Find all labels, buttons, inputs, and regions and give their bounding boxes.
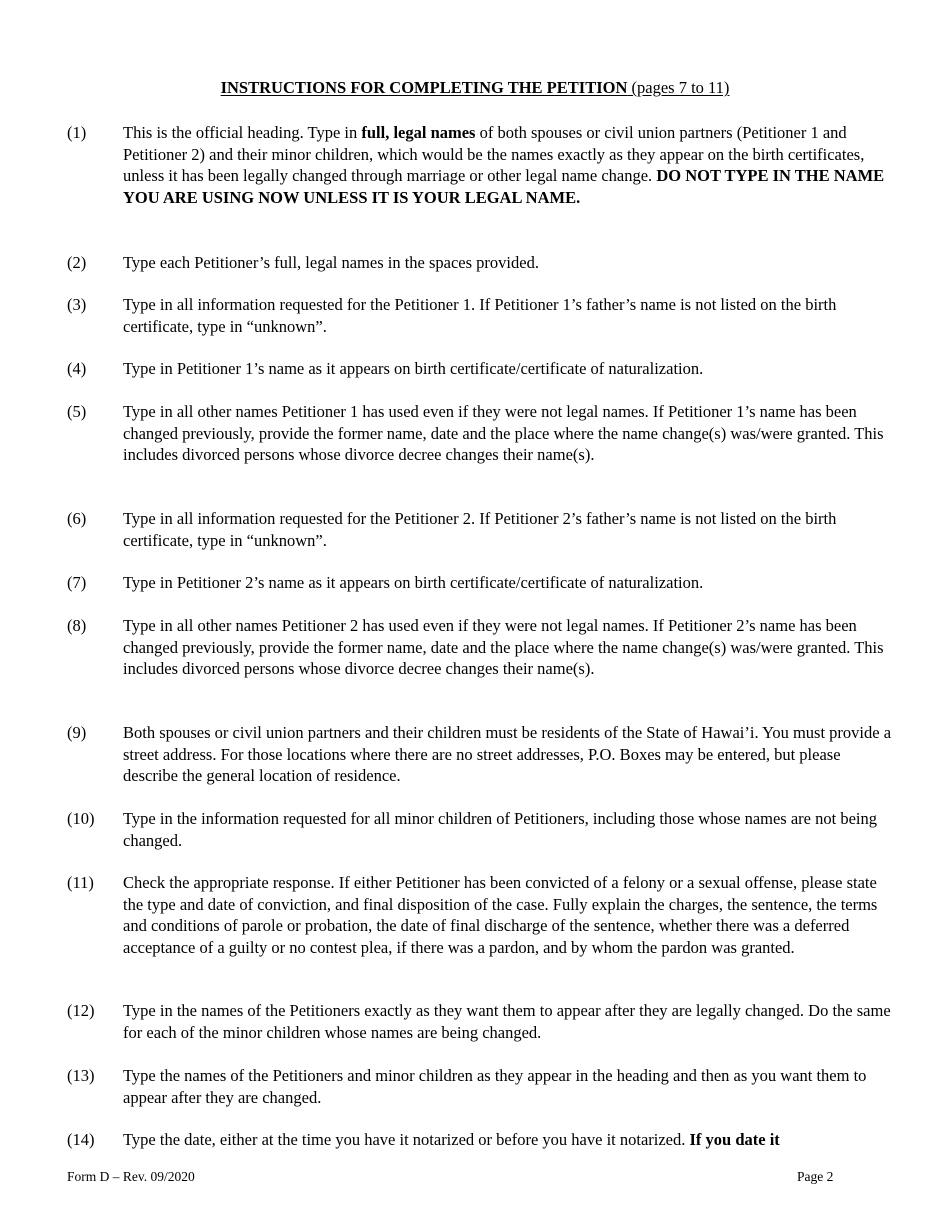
item-warning: DO NOT TYPE IN THE NAME YOU ARE USING NOW UNLESS IT IS YOUR LEGAL NAME.: [123, 166, 885, 207]
item-number: (6): [67, 509, 87, 528]
item-text: Type in all other names Petitioner 2 has used even if they were not legal names. If Petitioner 2’s name has been changed previously, provide the former name, date and the place where the name change(s) was/were granted. This includes divorced persons whose divorce decree changes their name(s).: [123, 616, 884, 678]
item-emphasis: If you date it: [689, 1130, 780, 1149]
item-number: (7): [67, 573, 87, 592]
page-title: [0, 77, 950, 99]
item-number: (10): [67, 809, 95, 828]
item-text: Type in the information requested for all minor children of Petitioners, including those whose names are not being changed.: [123, 809, 877, 850]
title-main: INSTRUCTIONS FOR COMPLETING THE PETITION: [220, 78, 628, 97]
item-text: Type each Petitioner’s full, legal names in the spaces provided.: [123, 253, 539, 272]
item-number: (2): [67, 253, 87, 272]
item-text: Type in the names of the Petitioners exactly as they want them to appear after they are legally changed. Do the same for each of the minor children whose names are being changed.: [123, 1001, 891, 1042]
item-text: Type in all other names Petitioner 1 has used even if they were not legal names. If Petitioner 1’s name has been changed previously, provide the former name, date and the place where the name change(s) was/were granted. This includes divorced persons whose divorce decree changes their name(s).: [123, 402, 884, 464]
item-number: (4): [67, 359, 87, 378]
item-number: (5): [67, 402, 87, 421]
item-text: Type in all information requested for the Petitioner 2. If Petitioner 2’s father’s name is not listed on the birth certificate, type in “unknown”.: [123, 509, 837, 550]
item-text: Type the date, either at the time you have it notarized or before you have it notarized. If you date it: [123, 1130, 780, 1149]
item-emphasis: full, legal names: [361, 123, 476, 142]
item-text: Type in Petitioner 1’s name as it appears on birth certificate/certificate of naturalization.: [123, 359, 704, 378]
item-number: (13): [67, 1066, 95, 1085]
item-number: (8): [67, 616, 87, 635]
item-text: Check the appropriate response. If either Petitioner has been convicted of a felony or a sexual offense, please state the type and date of conviction, and final disposition of the case. Fully explain the charges, the sentence, the terms and conditions of parole or probation, the date of final discharge of the sentence, whether there was a deferred acceptance of a guilty or no contest plea, if there was a pardon, and by whom the pardon was granted.: [123, 873, 878, 957]
item-number: (1): [67, 123, 87, 142]
item-number: (12): [67, 1001, 95, 1020]
item-number: (14): [67, 1130, 95, 1149]
item-text: Type in all information requested for the Petitioner 1. If Petitioner 1’s father’s name is not listed on the birth certificate, type in “unknown”.: [123, 295, 837, 336]
item-text: Type the names of the Petitioners and minor children as they appear in the heading and then as you want them to appear after they are changed.: [123, 1066, 867, 1107]
footer-form-revision: Form D – Rev. 09/2020: [67, 1169, 195, 1184]
footer-page-number: Page 2: [797, 1169, 834, 1184]
item-text: This is the official heading. Type in full, legal names of both spouses or civil union partners (Petitioner 1 and Petitioner 2) and their minor children, which would be the names exactly as they appear on the birth certificates, unless it has been legally changed through marriage or other legal name change. DO NOT TYPE IN THE NAME YOU ARE USING NOW UNLESS IT IS YOUR LEGAL NAME.: [123, 123, 885, 207]
item-number: (3): [67, 295, 87, 314]
item-text: Type in Petitioner 2’s name as it appears on birth certificate/certificate of naturalization.: [123, 573, 704, 592]
title-pages: (pages 7 to 11): [627, 78, 730, 97]
item-text: Both spouses or civil union partners and their children must be residents of the State of Hawai’i. You must provide a street address. For those locations where there are no street addresses, P.O. Boxes may be entered, but please describe the general location of residence.: [123, 723, 892, 785]
item-number: (9): [67, 723, 87, 742]
item-number: (11): [67, 873, 94, 892]
